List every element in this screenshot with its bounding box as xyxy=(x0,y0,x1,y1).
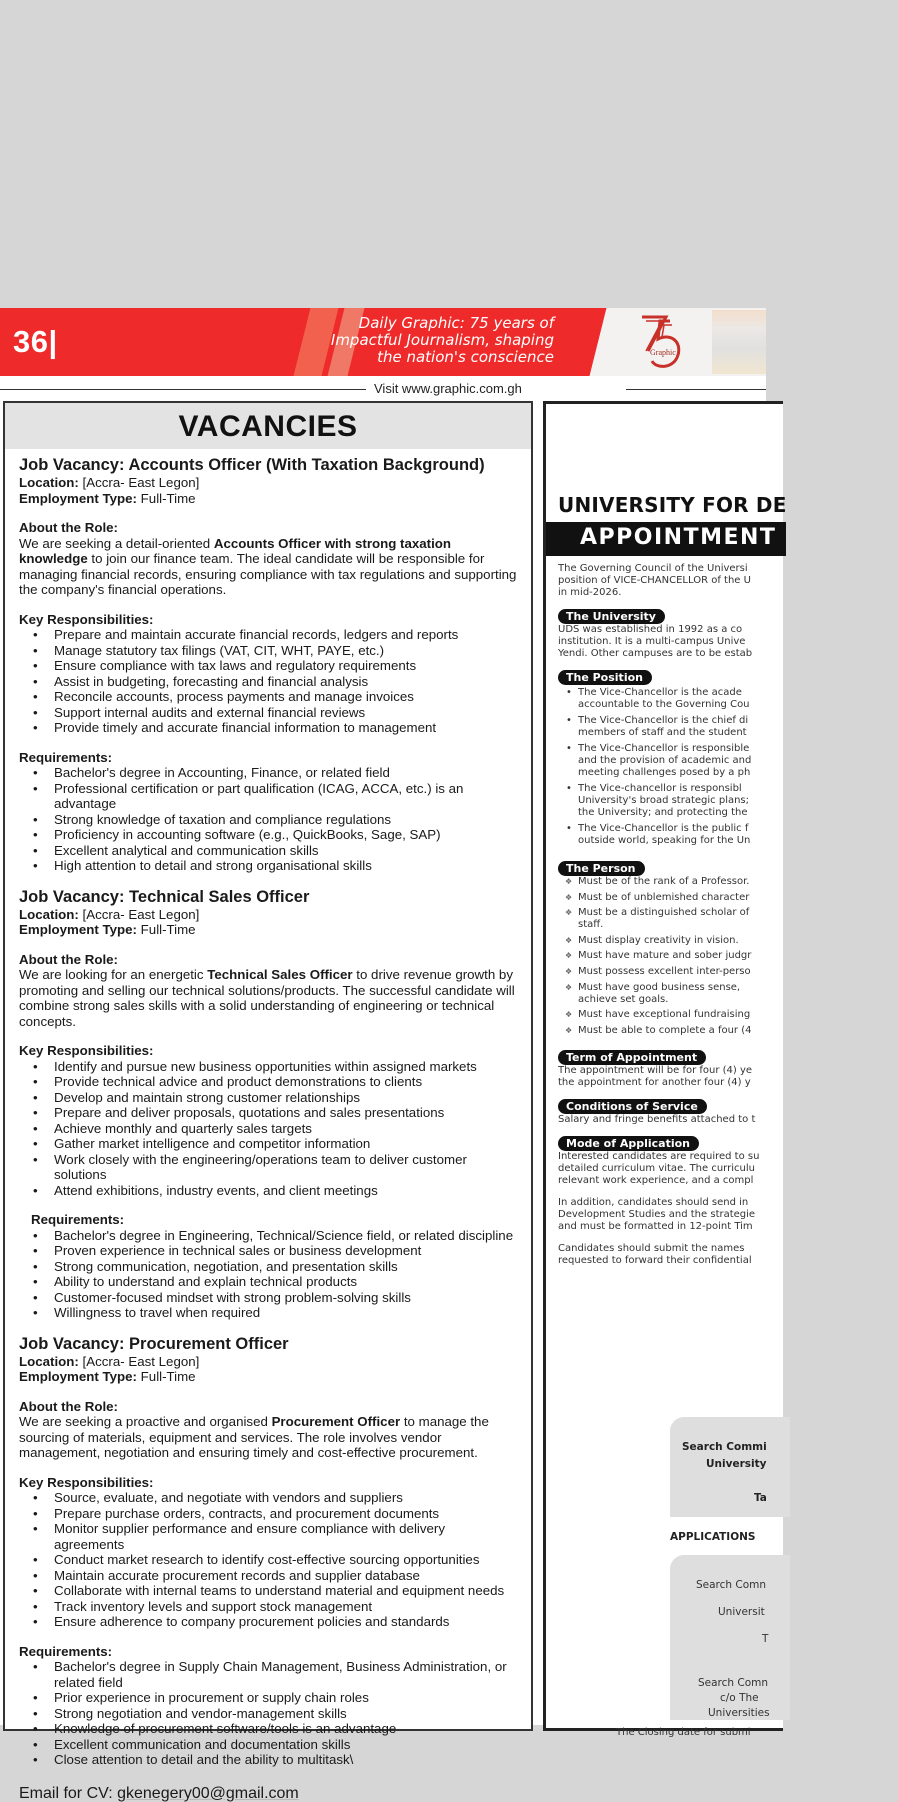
list-item: • Prepare and maintain accurate financial records, ledgers and reports xyxy=(19,627,517,643)
list-item xyxy=(558,935,898,947)
divider xyxy=(0,389,366,390)
logo-area-edge xyxy=(590,308,637,376)
list-item xyxy=(558,982,898,1006)
type-label: Employment Type: xyxy=(19,1369,137,1384)
list-item xyxy=(558,907,898,931)
list-item: • Bachelor's degree in Supply Chain Management, Business Administration, or related field xyxy=(19,1659,517,1690)
list-item xyxy=(558,892,898,904)
job-title: Job Vacancy: Procurement Officer xyxy=(19,1334,289,1353)
list-item: • Strong negotiation and vendor-management skills xyxy=(19,1706,517,1722)
text-line: UDS was established in 1992 as a co xyxy=(558,624,743,635)
about-text-bold: Technical Sales Officer xyxy=(207,967,353,982)
job-type xyxy=(19,1369,517,1385)
address-line: Universities xyxy=(708,1707,770,1719)
list-item: • Strong communication, negotiation, and presentation skills xyxy=(19,1259,517,1275)
text-line: the University; and protecting the xyxy=(578,807,748,818)
type-value: Full-Time xyxy=(140,922,196,937)
type-value: Full-Time xyxy=(140,490,196,506)
requirements-heading: Requirements: xyxy=(31,1212,125,1227)
applications-label: APPLICATIONS xyxy=(670,1531,756,1543)
address-line: Ta xyxy=(754,1492,767,1504)
about-text xyxy=(19,967,517,1029)
text-line: and must be formatted in 12-point Tim xyxy=(558,1221,753,1233)
list-item: • High attention to detail and strong organisational skills xyxy=(19,858,517,874)
page-number: 36| xyxy=(13,324,58,359)
text-line: • The Vice-Chancellor is the public f xyxy=(578,823,749,834)
list-item: • Collaborate with internal teams to understand material and equipment needs xyxy=(19,1583,517,1599)
list-item: • Ensure adherence to company procurement policies and standards xyxy=(19,1614,517,1630)
list-item xyxy=(558,783,898,819)
mode-text-1 xyxy=(558,1151,898,1187)
requirements-list xyxy=(19,1659,517,1768)
responsibilities-list xyxy=(19,1059,517,1199)
text-line: ❖ Must possess excellent inter-perso xyxy=(578,965,751,977)
term-text xyxy=(558,1065,898,1089)
university-appointment-ad xyxy=(543,401,787,1738)
job-listing xyxy=(19,1335,517,1768)
location-value: [Accra- East Legon] xyxy=(82,906,200,922)
text-line: • The Vice-Chancellor is the acade xyxy=(578,687,742,698)
list-item: • Achieve monthly and quarterly sales targets xyxy=(19,1121,517,1137)
newspaper-thumbnail xyxy=(712,310,766,374)
text-line: relevant work experience, and a compl xyxy=(558,1175,754,1187)
text-line: ❖ Must be able to complete a four (4 xyxy=(578,1024,752,1036)
tagline-line: Daily Graphic: 75 years of xyxy=(358,314,554,332)
address-line: T xyxy=(762,1633,769,1645)
about-text xyxy=(19,1414,517,1461)
list-item xyxy=(558,950,898,962)
visit-row xyxy=(0,380,766,398)
location-value: [Accra- East Legon] xyxy=(82,475,200,490)
text-line: • The Vice-chancellor is responsibl xyxy=(578,783,742,794)
about-text-end: to drive revenue growth by promoting and selling our technical solutions/products. The successful candidate will combine strong sales skills with a solid understanding of engineering or technical concepts. xyxy=(19,967,515,1029)
list-item: • Willingness to travel when required xyxy=(19,1305,517,1321)
position-list xyxy=(558,687,898,847)
spacer xyxy=(558,1233,898,1243)
job-title: Job Vacancy: Accounts Officer (With Taxation Background) xyxy=(19,456,485,474)
job-location xyxy=(19,907,517,923)
responsibilities-heading: Key Responsibilities: xyxy=(19,1474,154,1490)
responsibilities-list xyxy=(19,627,517,736)
tagline-line: Impactful Journalism, shaping xyxy=(330,331,554,349)
about-text-end: to join our finance team. The ideal candidate will be responsible for managing financial records, ensuring compliance with tax regulations and supporting the company's financial operations. xyxy=(19,551,517,597)
list-item: • Customer-focused mindset with strong problem-solving skills xyxy=(19,1290,517,1306)
email-label: Email for CV: xyxy=(19,1784,118,1802)
section-pill-person: The Person xyxy=(558,861,645,876)
text-line: ❖ Must be of the rank of a Professor. xyxy=(578,876,750,887)
list-item: • Provide technical advice and product demonstrations to clients xyxy=(19,1074,517,1090)
text-line: institution. It is a multi-campus Unive xyxy=(558,636,746,647)
email-line xyxy=(19,1786,517,1802)
text-line: • The Vice-Chancellor is responsible xyxy=(578,743,750,754)
list-item: • Gather market intelligence and competitor information xyxy=(19,1136,517,1152)
university-text xyxy=(558,624,898,660)
text-line: The Governing Council of the Universi xyxy=(558,563,748,574)
list-item: • Monitor supplier performance and ensure compliance with delivery agreements xyxy=(19,1521,517,1552)
banner-tagline xyxy=(331,315,554,366)
text-line: The appointment will be for four (4) ye xyxy=(558,1065,753,1077)
list-item: • Provide timely and accurate financial information to management xyxy=(19,720,517,736)
list-item: • Knowledge of procurement software/tools is an advantage xyxy=(19,1721,517,1737)
text-line: ❖ Must be of unblemished character xyxy=(578,891,750,903)
list-item xyxy=(558,876,898,888)
job-type xyxy=(19,491,517,507)
responsibilities-heading: Key Responsibilities: xyxy=(19,1043,154,1058)
list-item: • Work closely with the engineering/operations team to deliver customer solutions xyxy=(19,1152,517,1183)
list-item: • Track inventory levels and support stock management xyxy=(19,1599,517,1615)
spacer xyxy=(558,1187,898,1197)
list-item: • Support internal audits and external financial reviews xyxy=(19,705,517,721)
type-label: Employment Type: xyxy=(19,490,137,506)
list-item xyxy=(558,715,898,739)
list-item: • Prepare and deliver proposals, quotations and sales presentations xyxy=(19,1105,517,1121)
vacancies-body xyxy=(5,449,531,1801)
text-line: and the provision of academic and xyxy=(578,755,752,766)
address-box-search-committee xyxy=(670,1417,790,1517)
text-line: Development Studies and the strategie xyxy=(558,1209,756,1221)
job-location xyxy=(19,1354,517,1370)
text-line: In addition, candidates should send in xyxy=(558,1197,749,1209)
address-line: c/o The xyxy=(720,1692,759,1704)
logo-area xyxy=(616,308,766,376)
mode-text-2 xyxy=(558,1197,898,1233)
divider xyxy=(626,389,766,390)
website-link[interactable]: Visit www.graphic.com.gh xyxy=(374,381,522,396)
list-item: • Proficiency in accounting software (e.g., QuickBooks, Sage, SAP) xyxy=(19,827,517,843)
list-item: • Prepare purchase orders, contracts, and procurement documents xyxy=(19,1506,517,1522)
list-item: • Identify and pursue new business opportunities within assigned markets xyxy=(19,1059,517,1075)
list-item xyxy=(558,823,898,847)
text-line: Yendi. Other campuses are to be estab xyxy=(558,648,753,659)
text-line: detailed curriculum vitae. The curriculu xyxy=(558,1163,755,1175)
closing-date-text: The Closing date for submi xyxy=(616,1727,751,1738)
list-item: • Source, evaluate, and negotiate with vendors and suppliers xyxy=(19,1490,517,1506)
list-item xyxy=(558,743,898,779)
appointment-body xyxy=(558,563,898,1267)
list-item: • Manage statutory tax filings (VAT, CIT, WHT, PAYE, etc.) xyxy=(19,643,517,659)
text-line: position of VICE-CHANCELLOR of the U xyxy=(558,575,751,586)
address-line: Search Commi xyxy=(682,1441,767,1453)
list-item: • Bachelor's degree in Accounting, Finance, or related field xyxy=(19,765,517,781)
list-item: • Conduct market research to identify cost-effective sourcing opportunities xyxy=(19,1552,517,1568)
about-heading: About the Role: xyxy=(19,1398,118,1414)
section-pill-conditions: Conditions of Service xyxy=(558,1099,707,1114)
email-link[interactable]: gkenegery00@gmail.com xyxy=(117,1784,299,1802)
job-title: Job Vacancy: Technical Sales Officer xyxy=(19,887,310,906)
requirements-list xyxy=(19,1228,517,1321)
list-item: • Maintain accurate procurement records and supplier database xyxy=(19,1568,517,1584)
about-heading: About the Role: xyxy=(19,951,118,967)
about-heading: About the Role: xyxy=(19,520,118,535)
text-line: Interested candidates are required to su xyxy=(558,1151,760,1163)
text-line: outside world, speaking for the Un xyxy=(578,835,751,846)
address-line: Search Comn xyxy=(696,1579,767,1591)
list-item: • Ensure compliance with tax laws and regulatory requirements xyxy=(19,658,517,674)
location-label: Location: xyxy=(19,1353,79,1369)
responsibilities-list xyxy=(19,1490,517,1630)
about-text xyxy=(19,536,517,598)
intro-text xyxy=(558,563,898,599)
list-item: • Bachelor's degree in Engineering, Technical/Science field, or related discipline xyxy=(19,1228,517,1244)
mode-text-3 xyxy=(558,1243,898,1267)
address-line: Universit xyxy=(718,1606,765,1618)
list-item: • Professional certification or part qualification (ICAG, ACCA, etc.) is an advantage xyxy=(19,781,517,812)
conditions-text xyxy=(558,1114,898,1126)
job-location xyxy=(19,475,517,491)
list-item xyxy=(558,687,898,711)
list-item: • Strong knowledge of taxation and compliance regulations xyxy=(19,812,517,828)
list-item: • Proven experience in technical sales or business development xyxy=(19,1243,517,1259)
list-item: • Excellent communication and documentation skills xyxy=(19,1737,517,1753)
about-text-bold: Procurement Officer xyxy=(271,1414,401,1429)
top-gray-margin xyxy=(0,0,766,308)
text-line: the appointment for another four (4) y xyxy=(558,1077,751,1089)
section-pill-university: The University xyxy=(558,609,665,624)
text-line: ❖ Must display creativity in vision. xyxy=(578,934,739,946)
vacancies-heading: VACANCIES xyxy=(5,403,531,449)
section-pill-term: Term of Appointment xyxy=(558,1050,706,1065)
text-line: accountable to the Governing Cou xyxy=(578,699,750,710)
address-line: Search Comn xyxy=(698,1677,769,1689)
section-pill-mode: Mode of Application xyxy=(558,1136,699,1151)
about-text-start: We are seeking a detail-oriented xyxy=(19,535,214,551)
list-item: • Reconcile accounts, process payments and manage invoices xyxy=(19,689,517,705)
list-item: • Attend exhibitions, industry events, and client meetings xyxy=(19,1183,517,1199)
text-line: ❖ Must be a distinguished scholar of xyxy=(578,907,750,919)
requirements-list xyxy=(19,765,517,874)
person-list xyxy=(558,876,898,1037)
text-line: members of staff and the student xyxy=(578,727,747,738)
text-line: Salary and fringe benefits attached to t xyxy=(558,1114,756,1126)
list-item: • Prior experience in procurement or supply chain roles xyxy=(19,1690,517,1706)
vacancies-ad xyxy=(3,401,533,1802)
about-text-end: to manage the sourcing of materials, equipment and services. The role involves vendor management, negotiation and ensuring timely and cost-effective procurement. xyxy=(19,1414,489,1460)
text-line: requested to forward their confidential xyxy=(558,1255,752,1267)
text-line: staff. xyxy=(578,919,604,931)
list-item xyxy=(558,1009,898,1021)
type-value: Full-Time xyxy=(140,1369,196,1384)
graphic-75-logo-icon xyxy=(636,311,688,373)
responsibilities-heading: Key Responsibilities: xyxy=(19,611,154,627)
svg-text:Graphic: Graphic xyxy=(650,348,676,357)
appointment-heading: APPOINTMENT xyxy=(580,525,777,550)
text-line: ❖ Must have mature and sober judgr xyxy=(578,950,752,962)
list-item: • Develop and maintain strong customer relationships xyxy=(19,1090,517,1106)
text-line: Candidates should submit the names xyxy=(558,1243,745,1255)
text-line: • The Vice-Chancellor is the chief di xyxy=(578,715,749,726)
text-line: in mid-2026. xyxy=(558,587,622,598)
location-label: Location: xyxy=(19,906,79,922)
text-line: ❖ Must have exceptional fundraising xyxy=(578,1009,751,1021)
university-name: UNIVERSITY FOR DE xyxy=(558,493,787,517)
newspaper-page xyxy=(0,308,787,1802)
text-line: University's broad strategic plans; xyxy=(578,795,750,806)
about-text-start: We are looking for an energetic xyxy=(19,967,208,982)
type-label: Employment Type: xyxy=(19,922,137,937)
list-item: • Close attention to detail and the ability to multitask\ xyxy=(19,1752,517,1768)
text-line: meeting challenges posed by a ph xyxy=(578,767,751,778)
requirements-heading: Requirements: xyxy=(19,749,113,765)
address-box-applications xyxy=(670,1555,790,1720)
list-item xyxy=(558,1025,898,1037)
tagline-line: the nation's conscience xyxy=(377,348,554,366)
list-item: • Excellent analytical and communication skills xyxy=(19,843,517,859)
section-pill-position: The Position xyxy=(558,670,652,685)
address-line: University xyxy=(706,1458,767,1470)
job-listing xyxy=(19,888,517,1321)
list-item: • Assist in budgeting, forecasting and financial analysis xyxy=(19,674,517,690)
list-item xyxy=(558,966,898,978)
text-line: achieve set goals. xyxy=(578,993,669,1005)
requirements-heading: Requirements: xyxy=(19,1643,113,1659)
header-banner xyxy=(0,308,766,376)
location-label: Location: xyxy=(19,475,79,490)
location-value: [Accra- East Legon] xyxy=(82,1353,200,1369)
about-text-start: We are seeking a proactive and organised xyxy=(19,1414,272,1429)
appointment-banner xyxy=(546,522,786,556)
text-line: ❖ Must have good business sense, xyxy=(578,981,741,993)
job-listing xyxy=(19,456,517,874)
about-text-bold: Accounts Officer with strong taxation knowledge xyxy=(19,535,452,566)
list-item: • Ability to understand and explain technical products xyxy=(19,1274,517,1290)
job-type xyxy=(19,922,517,938)
